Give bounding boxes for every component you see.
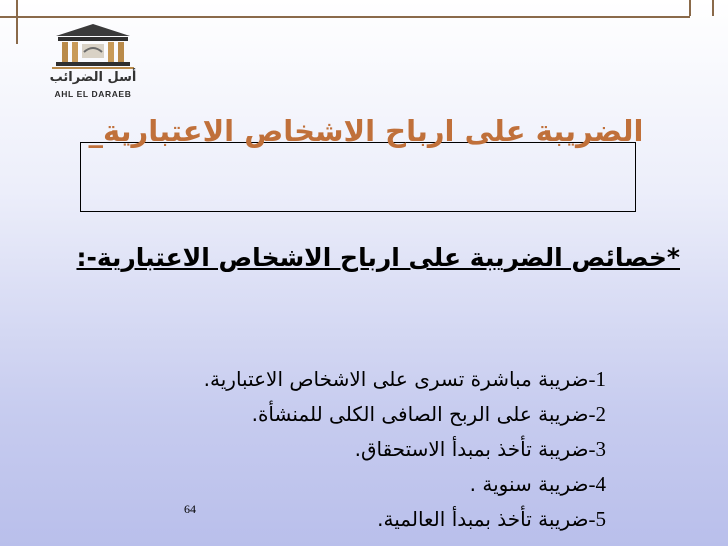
item-number: 1- [588, 367, 606, 391]
item-number: 2- [588, 402, 606, 426]
top-frame-line [0, 16, 690, 18]
title-box [80, 142, 636, 212]
left-frame-line [16, 0, 18, 44]
right-frame-line [689, 0, 691, 16]
item-number: 4- [588, 472, 606, 496]
list-item [40, 502, 606, 537]
slide-title: الضريبة على ارباح الاشخاص الاعتبارية_ [88, 114, 644, 148]
item-number: 3- [588, 437, 606, 461]
logo-arabic-text: أسل الضرائب [49, 70, 137, 85]
list-item [40, 467, 606, 502]
logo-english-text: AHL EL DARAEB [54, 89, 132, 99]
item-text: ضريبة سنوية . [469, 472, 589, 496]
item-text: ضريبة تأخذ بمبدأ العالمية. [377, 507, 589, 531]
characteristics-list [40, 362, 606, 537]
item-text: ضريبة مباشرة تسرى على الاشخاص الاعتبارية. [203, 367, 589, 391]
list-item [40, 362, 606, 397]
building-icon [38, 22, 148, 70]
list-item [40, 432, 606, 467]
item-text: ضريبة على الربح الصافى الكلى للمنشأة. [251, 402, 589, 426]
page-number: 64 [184, 502, 196, 516]
list-item [40, 397, 606, 432]
right-frame-line-short [712, 0, 714, 16]
item-number: 5- [588, 507, 606, 531]
section-heading: *خصائص الضريبة على ارباح الاشخاص الاعتبارية-: [76, 243, 680, 272]
item-text: ضريبة تأخذ بمبدأ الاستحقاق. [354, 437, 589, 461]
logo [38, 22, 148, 104]
